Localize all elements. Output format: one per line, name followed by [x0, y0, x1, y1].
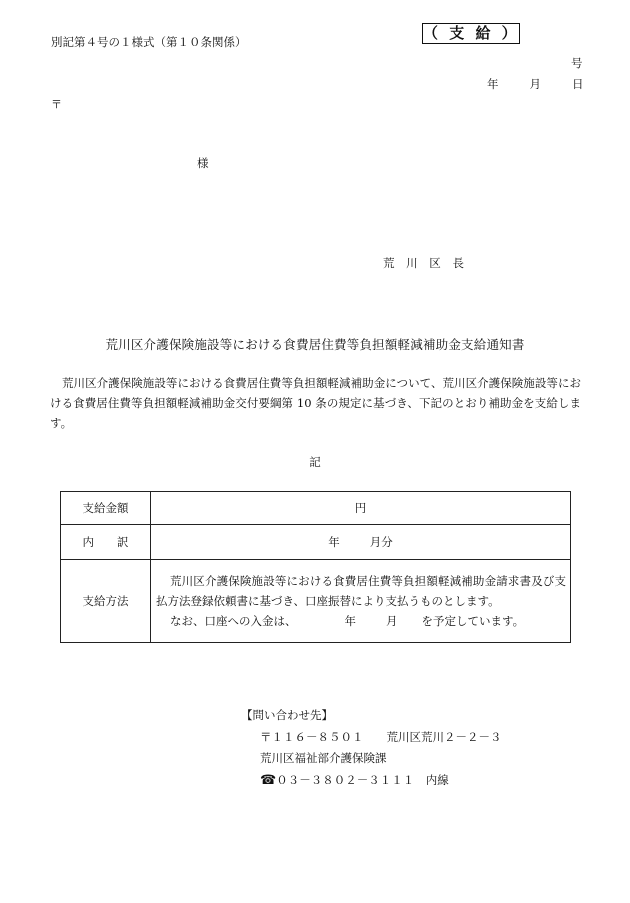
- contact-phone: ０３－３８０２－３１１１ 内線: [276, 772, 449, 787]
- deposit-year: 年: [344, 614, 356, 628]
- method-text: 荒川区介護保険施設等における食費居住費等負担額軽減補助金請求書及び支払方法登録依頼書に基づき、口座振替により支払うものとします。: [156, 574, 566, 608]
- amount-value: [151, 492, 571, 525]
- contact-heading: 【問い合わせ先】: [241, 708, 333, 722]
- method-label: 支給方法: [61, 560, 151, 643]
- document-body: 荒川区介護保険施設等における食費居住費等負担額軽減補助金について、荒川区介護保険施設等における食費居住費等負担額軽減補助金交付要綱第 10 条の規定に基づき、下記のとおり補助金を支給します。: [50, 376, 581, 430]
- breakdown-value: [151, 525, 571, 560]
- table-row: [61, 560, 571, 643]
- issue-date: [487, 76, 584, 92]
- document-title: 荒川区介護保険施設等における食費居住費等負担額軽減補助金支給通知書: [105, 337, 525, 352]
- breakdown-label: 内 訳: [61, 525, 151, 560]
- breakdown-year: 年: [328, 535, 340, 549]
- method-value: [151, 560, 571, 643]
- breakdown-month: 月分: [369, 535, 393, 549]
- table-row: [61, 525, 571, 560]
- amount-label: 支給金額: [61, 492, 151, 525]
- date-month-label: 月: [529, 77, 541, 91]
- deposit-month: 月: [386, 614, 398, 628]
- deposit-schedule: [156, 611, 566, 631]
- yen-unit: 円: [354, 501, 367, 515]
- detail-table: [60, 491, 571, 643]
- contact-address: 〒１１６－８５０１ 荒川区荒川２－２－３: [260, 729, 502, 744]
- issuer-name: 荒 川 区 長: [383, 256, 468, 270]
- ki-heading: 記: [309, 455, 321, 469]
- recipient-honorific: 様: [197, 156, 209, 170]
- date-day-label: 日: [572, 77, 584, 91]
- payment-type-badge: （ 支 給 ）: [423, 24, 520, 42]
- deposit-prefix: なお、口座への入金は、: [170, 614, 297, 628]
- table-row: [61, 492, 571, 525]
- form-label: 別記第４号の１様式（第１０条関係）: [51, 35, 247, 49]
- telephone-icon: ☎: [260, 772, 277, 788]
- recipient-postal-mark: 〒: [51, 98, 62, 111]
- date-year-label: 年: [487, 77, 499, 91]
- deposit-suffix: を予定しています。: [421, 614, 525, 628]
- contact-department: 荒川区福祉部介護保険課: [260, 751, 387, 765]
- contact-block: [241, 705, 502, 791]
- document-number-suffix: 号: [571, 56, 583, 70]
- contact-phone-line: [241, 770, 502, 792]
